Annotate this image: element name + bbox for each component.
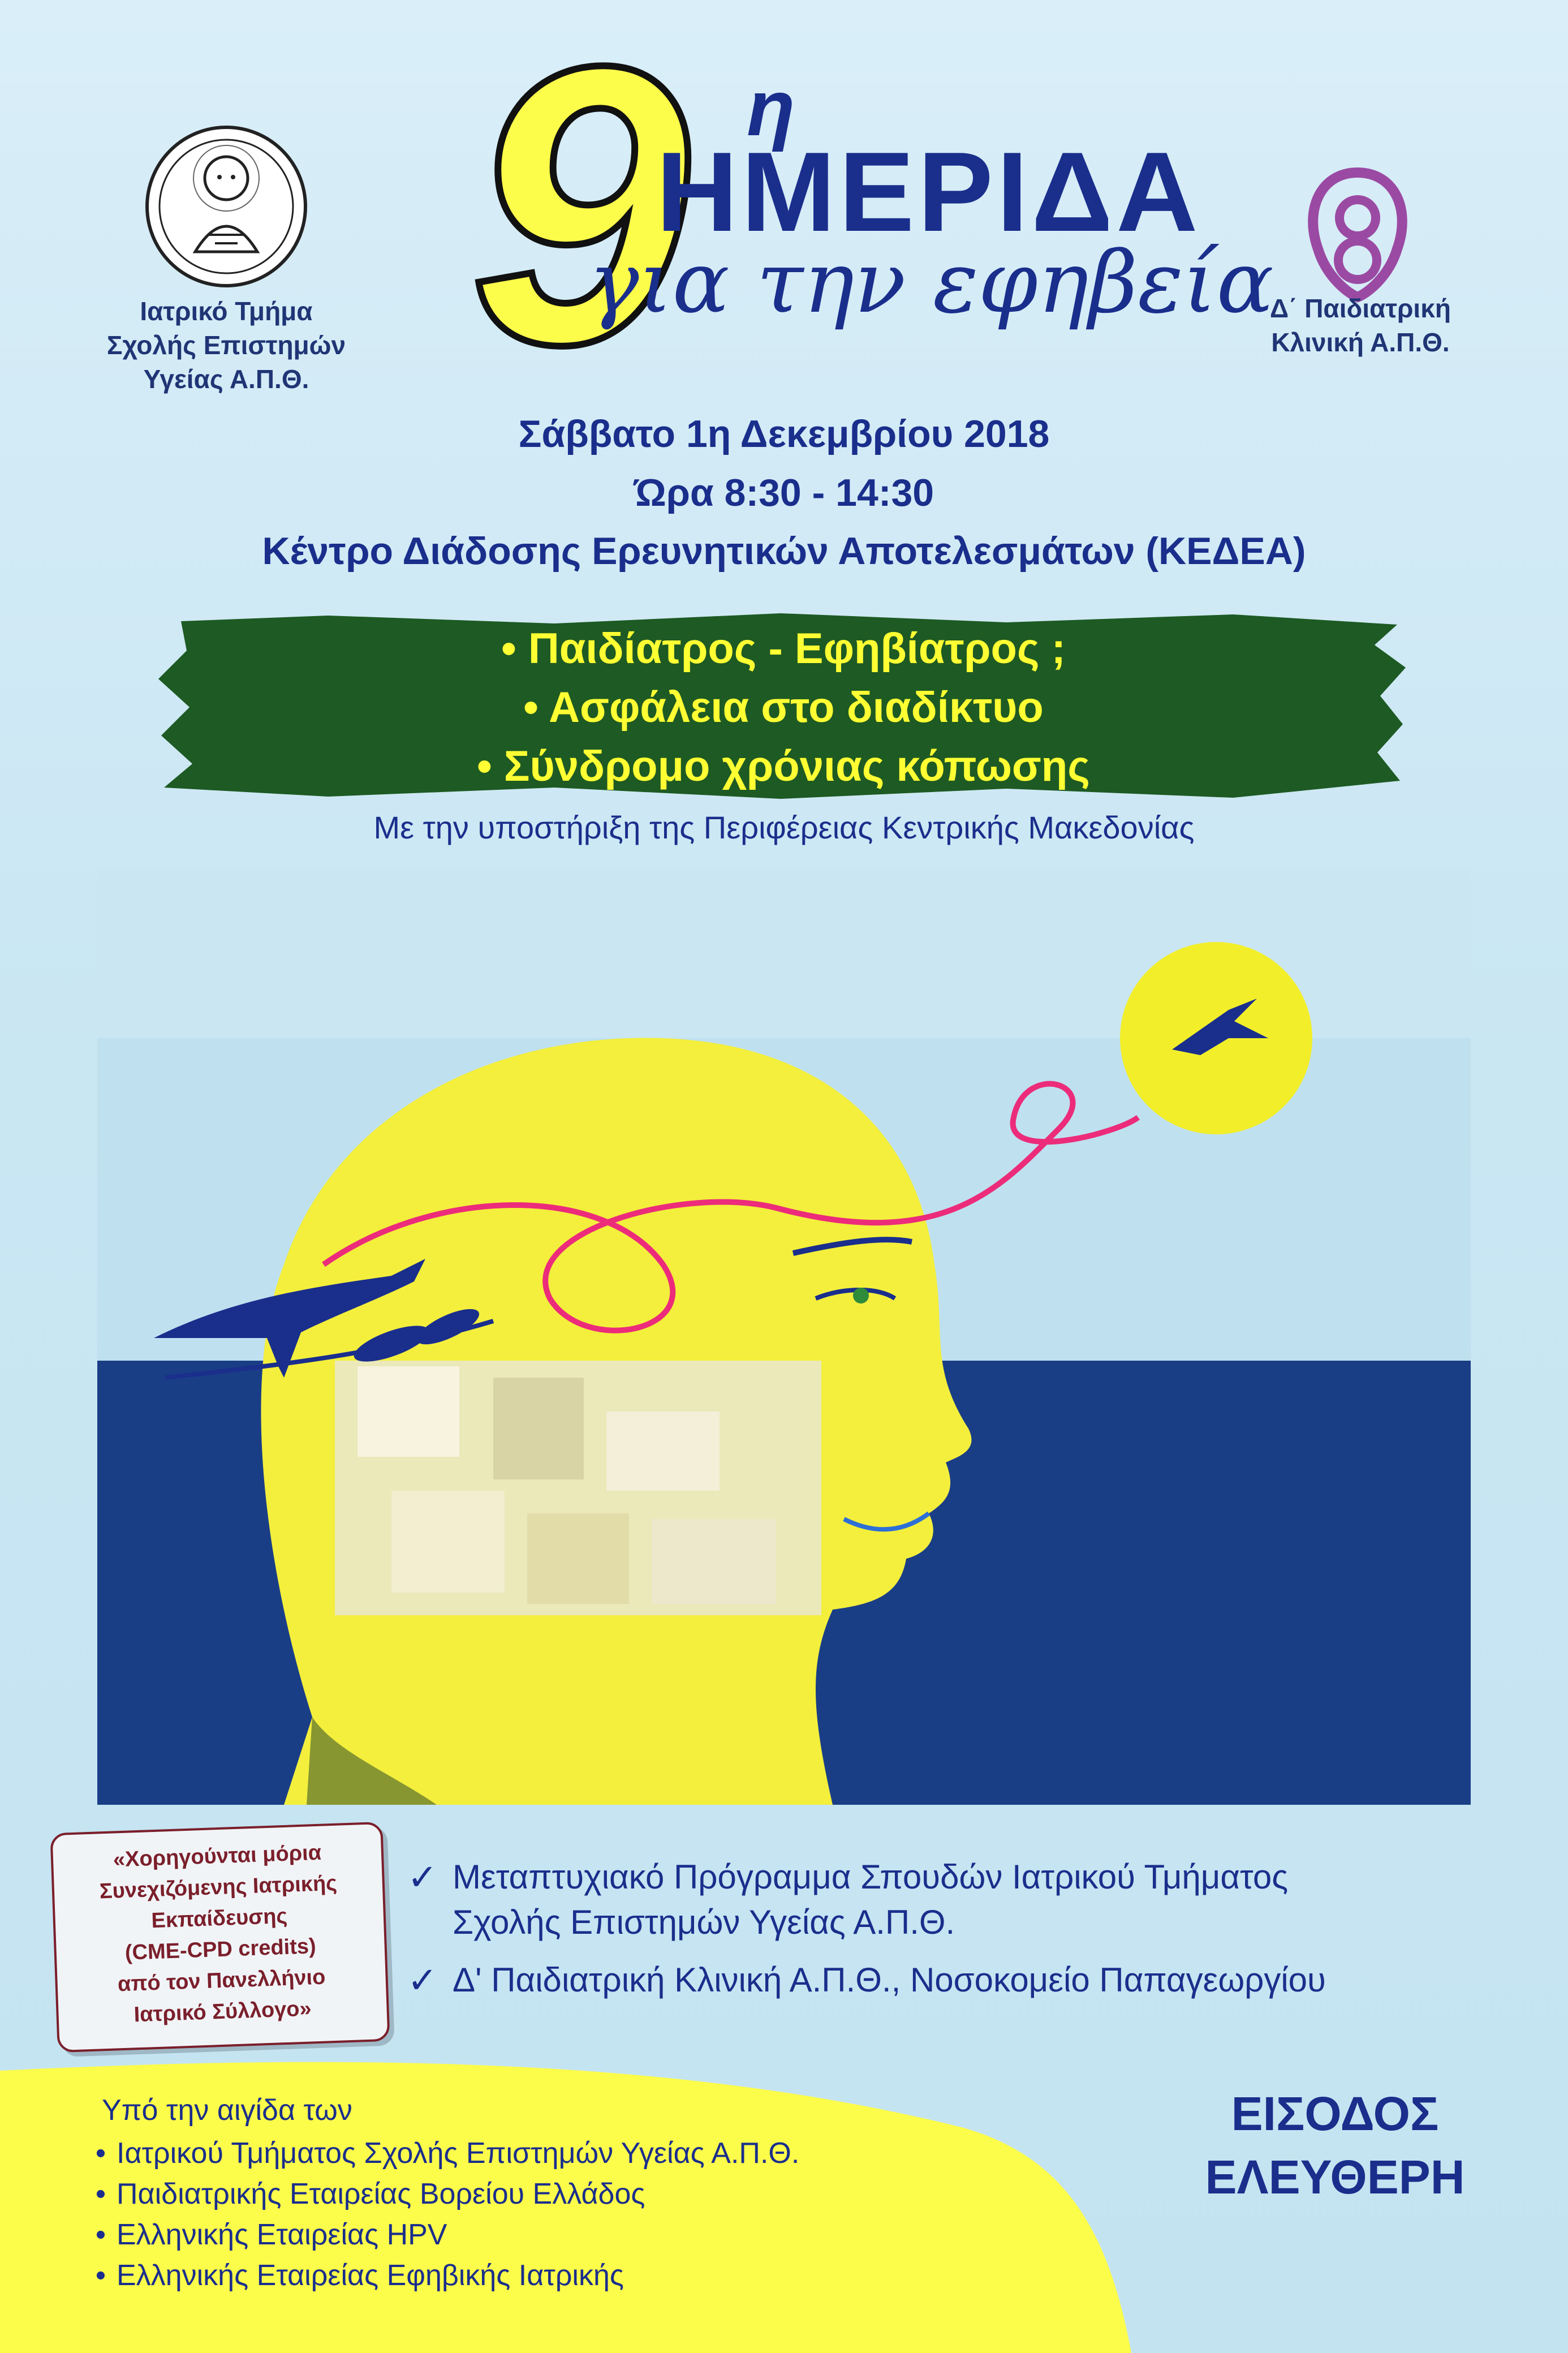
head-illustration xyxy=(97,868,1471,1805)
school-seal-logo xyxy=(141,122,311,291)
topic-item: • Ασφάλεια στο διαδίκτυο xyxy=(523,683,1044,732)
list-item: • Ιατρικού Τμήματος Σχολής Επιστημών Υγείας Α.Π.Θ. xyxy=(85,2133,799,2174)
list-item: • Ελληνικής Εταιρείας HPV xyxy=(85,2214,799,2255)
auspices-list xyxy=(85,2133,799,2296)
free-entry-notice: ΕΙΣΟΔΟΣ ΕΛΕΥΘΕΡΗ xyxy=(1205,2087,1465,2204)
checkmark-icon: ✓ xyxy=(407,1960,438,2001)
event-date: Σάββατο 1η Δεκεμβρίου 2018 xyxy=(518,412,1050,455)
pediatric-clinic-logo xyxy=(1276,164,1440,306)
school-name: Ιατρικό Τμήμα Σχολής Επιστημών Υγείας Α.Π.Θ. xyxy=(106,296,346,394)
list-item: • Παιδιατρικής Εταιρείας Βορείου Ελλάδος xyxy=(85,2174,799,2214)
support-line: Με την υποστήριξη της Περιφέρειας Κεντρικής Μακεδονίας xyxy=(373,810,1195,845)
title-ordinal-suffix: η xyxy=(747,63,795,152)
event-venue: Κέντρο Διάδοσης Ερευνητικών Αποτελεσμάτων (ΚΕΔΕΑ) xyxy=(262,530,1306,573)
topic-item: • Παιδίατρος - Εφηβίατρος ; xyxy=(501,625,1066,673)
page-title: ΗΜΕΡΙΔΑ xyxy=(656,129,1201,255)
list-item: • Ελληνικής Εταιρείας Εφηβικής Ιατρικής xyxy=(85,2255,799,2296)
topic-item: • Σύνδρομο χρόνιας κόπωσης xyxy=(477,742,1090,790)
clinic-name: Δ΄ Παιδιατρική Κλινική Α.Π.Θ. xyxy=(1270,294,1451,357)
svg-text:9: 9 xyxy=(469,54,690,371)
checkmark-icon: ✓ xyxy=(407,1857,438,1898)
page-subtitle: για την εφηβεία xyxy=(588,234,1274,332)
auspices-heading: Υπό την αιγίδα των xyxy=(102,2094,352,2127)
topics-list xyxy=(158,620,1408,796)
event-time: Ώρα 8:30 - 14:30 xyxy=(634,471,934,514)
cme-credits-note: «Χορηγούνται μόρια Συνεχιζόμενης Ιατρικής Εκπαίδευσης (CME-CPD credits) από τον Πανελλήνιο Ιατρικό Σύλλογο» xyxy=(50,1822,390,2053)
